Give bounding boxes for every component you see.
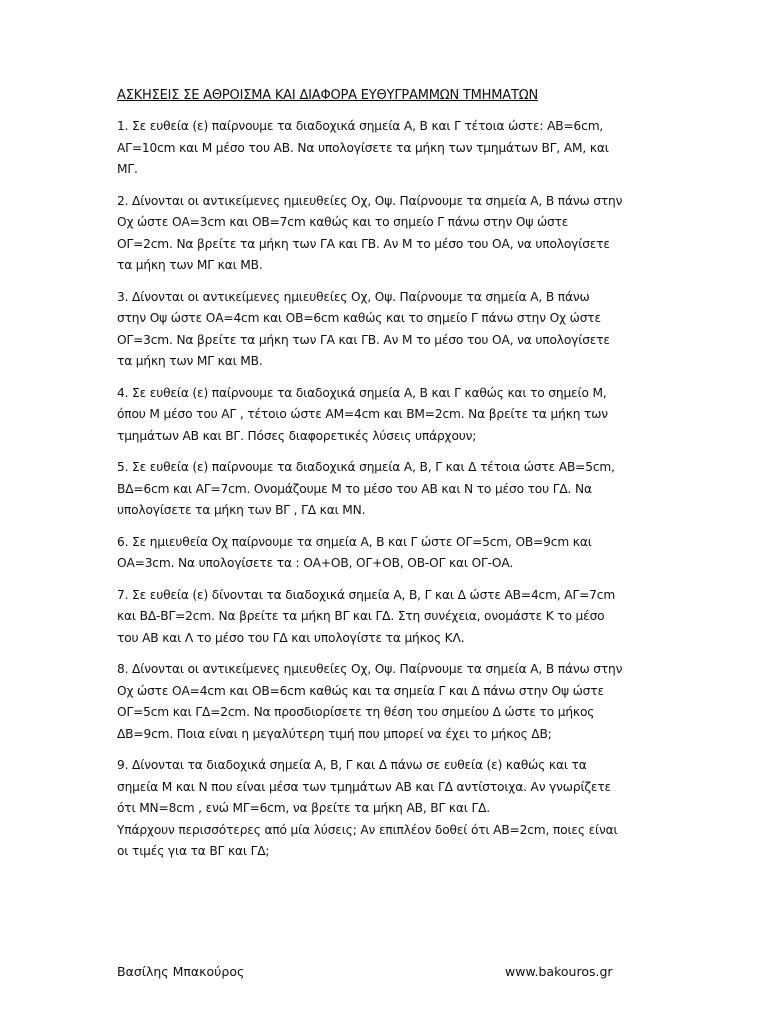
exercise-line: ΒΔ=6cm και ΑΓ=7cm. Ονομάζουμε Μ το μέσο του ΑΒ και Ν το μέσο του ΓΔ. Να [117,481,592,496]
exercise-line: ΟΓ=2cm. Να βρείτε τα μήκη των ΓΑ και ΓΒ. Αν Μ το μέσο του ΟΑ, να υπολογίσετε [117,236,610,251]
footer-author: Βασίλης Μπακούρος [117,964,245,979]
document-body [117,86,657,873]
exercise-2 [117,191,657,277]
exercise-8 [117,659,657,745]
exercise-7 [117,585,657,650]
exercise-line: 9. Δίνονται τα διαδοχικά σημεία Α, Β, Γ και Δ πάνω σε ευθεία (ε) καθώς και τα [117,758,587,772]
exercise-5 [117,457,657,522]
exercise-line: ΜΓ. [117,162,138,176]
exercise-line: οι τιμές για τα ΒΓ και ΓΔ; [117,844,270,858]
exercise-line: και ΒΔ-ΒΓ=2cm. Να βρείτε τα μήκη ΒΓ και ΓΔ. Στη συνέχεια, ονομάστε Κ το μέσο [117,609,605,623]
exercise-line: σημεία Μ και Ν που είναι μέσα των τμημάτων ΑΒ και ΓΔ αντίστοιχα. Αν γνωρίζετε [117,779,611,794]
exercise-4 [117,383,657,448]
exercise-line: του ΑΒ και Λ το μέσο του ΓΔ και υπολογίστε τα μήκος ΚΛ. [117,630,465,645]
exercise-line: 8. Δίνονται οι αντικείμενες ημιευθείες Οχ, Οψ. Παίρνουμε τα σημεία Α, Β πάνω στην [117,662,623,676]
exercise-line: τα μήκη των ΜΓ και ΜΒ. [117,354,263,368]
exercise-line: υπολογίσετε τα μήκη των ΒΓ , ΓΔ και ΜΝ. [117,503,366,517]
exercise-line: ΔΒ=9cm. Ποια είναι η μεγαλύτερη τιμή που μπορεί να έχει το μήκος ΔΒ; [117,726,552,741]
exercise-line: 4. Σε ευθεία (ε) παίρνουμε τα διαδοχικά σημεία Α, Β και Γ καθώς και το σημείο Μ, [117,385,607,400]
exercise-1 [117,116,657,181]
exercise-line: ΑΓ=10cm και Μ μέσο του ΑΒ. Να υπολογίσετε τα μήκη των τμημάτων ΒΓ, ΑΜ, και [117,140,609,155]
footer-website: www.bakouros.gr [505,964,613,979]
exercise-line: 3. Δίνονται οι αντικείμενες ημιευθείες Οχ, Οψ. Παίρνουμε τα σημεία Α, Β πάνω [117,289,590,304]
exercise-line: Υπάρχουν περισσότερες από μία λύσεις; Αν επιπλέον δοθεί ότι ΑΒ=2cm, ποιες είναι [117,822,618,837]
exercise-line: 7. Σε ευθεία (ε) δίνονται τα διαδοχικά σημεία Α, Β, Γ και Δ ώστε ΑΒ=4cm, ΑΓ=7cm [117,587,616,602]
exercise-line: 1. Σε ευθεία (ε) παίρνουμε τα διαδοχικά σημεία Α, Β και Γ τέτοια ώστε: ΑΒ=6cm, [117,119,604,133]
page-title: ΑΣΚΗΣΕΙΣ ΣΕ ΑΘΡΟΙΣΜΑ ΚΑΙ ΔΙΑΦΟΡΑ ΕΥΘΥΓΡΑΜΜΩΝ ΤΜΗΜΑΤΩΝ [117,88,538,103]
exercise-line: τα μήκη των ΜΓ και ΜΒ. [117,258,263,272]
exercise-line: ΟΑ=3cm. Να υπολογίσετε τα : ΟΑ+ΟΒ, ΟΓ+ΟΒ, ΟΒ-ΟΓ και ΟΓ-ΟΑ. [117,556,514,570]
exercise-9 [117,755,657,863]
exercise-line: 5. Σε ευθεία (ε) παίρνουμε τα διαδοχικά σημεία Α, Β, Γ και Δ τέτοια ώστε ΑΒ=5cm, [117,460,615,474]
exercise-line: τμημάτων ΑΒ και ΒΓ. Πόσες διαφορετικές λύσεις υπάρχουν; [117,428,477,443]
exercise-line: Οχ ώστε ΟΑ=4cm και ΟΒ=6cm καθώς και τα σημεία Γ και Δ πάνω στην Οψ ώστε [117,683,604,698]
exercise-line: ότι ΜΝ=8cm , ενώ ΜΓ=6cm, να βρείτε τα μήκη ΑΒ, ΒΓ και ΓΔ. [117,801,491,815]
exercise-line: ΟΓ=5cm και ΓΔ=2cm. Να προσδιορίσετε τη θέση του σημείου Δ ώστε το μήκος [117,705,595,719]
exercise-6 [117,532,657,575]
exercise-3 [117,287,657,373]
exercise-line: ΟΓ=3cm. Να βρείτε τα μήκη των ΓΑ και ΓΒ. Αν Μ το μέσο του ΟΑ, να υπολογίσετε [117,332,610,347]
exercise-line: στην Οψ ώστε ΟΑ=4cm και ΟΒ=6cm καθώς και το σημείο Γ πάνω στην Οχ ώστε [117,311,601,325]
exercise-line: 6. Σε ημιευθεία Οχ παίρνουμε τα σημεία Α, Β και Γ ώστε ΟΓ=5cm, ΟΒ=9cm και [117,534,592,549]
exercise-line: όπου Μ μέσο του ΑΓ , τέτοιο ώστε ΑΜ=4cm και ΒΜ=2cm. Να βρείτε τα μήκη των [117,407,608,421]
exercise-line: 2. Δίνονται οι αντικείμενες ημιευθείες Οχ, Οψ. Παίρνουμε τα σημεία Α, Β πάνω στην [117,193,623,208]
exercise-line: Οχ ώστε ΟΑ=3cm και ΟΒ=7cm καθώς και το σημείο Γ πάνω στην Οψ ώστε [117,215,569,229]
